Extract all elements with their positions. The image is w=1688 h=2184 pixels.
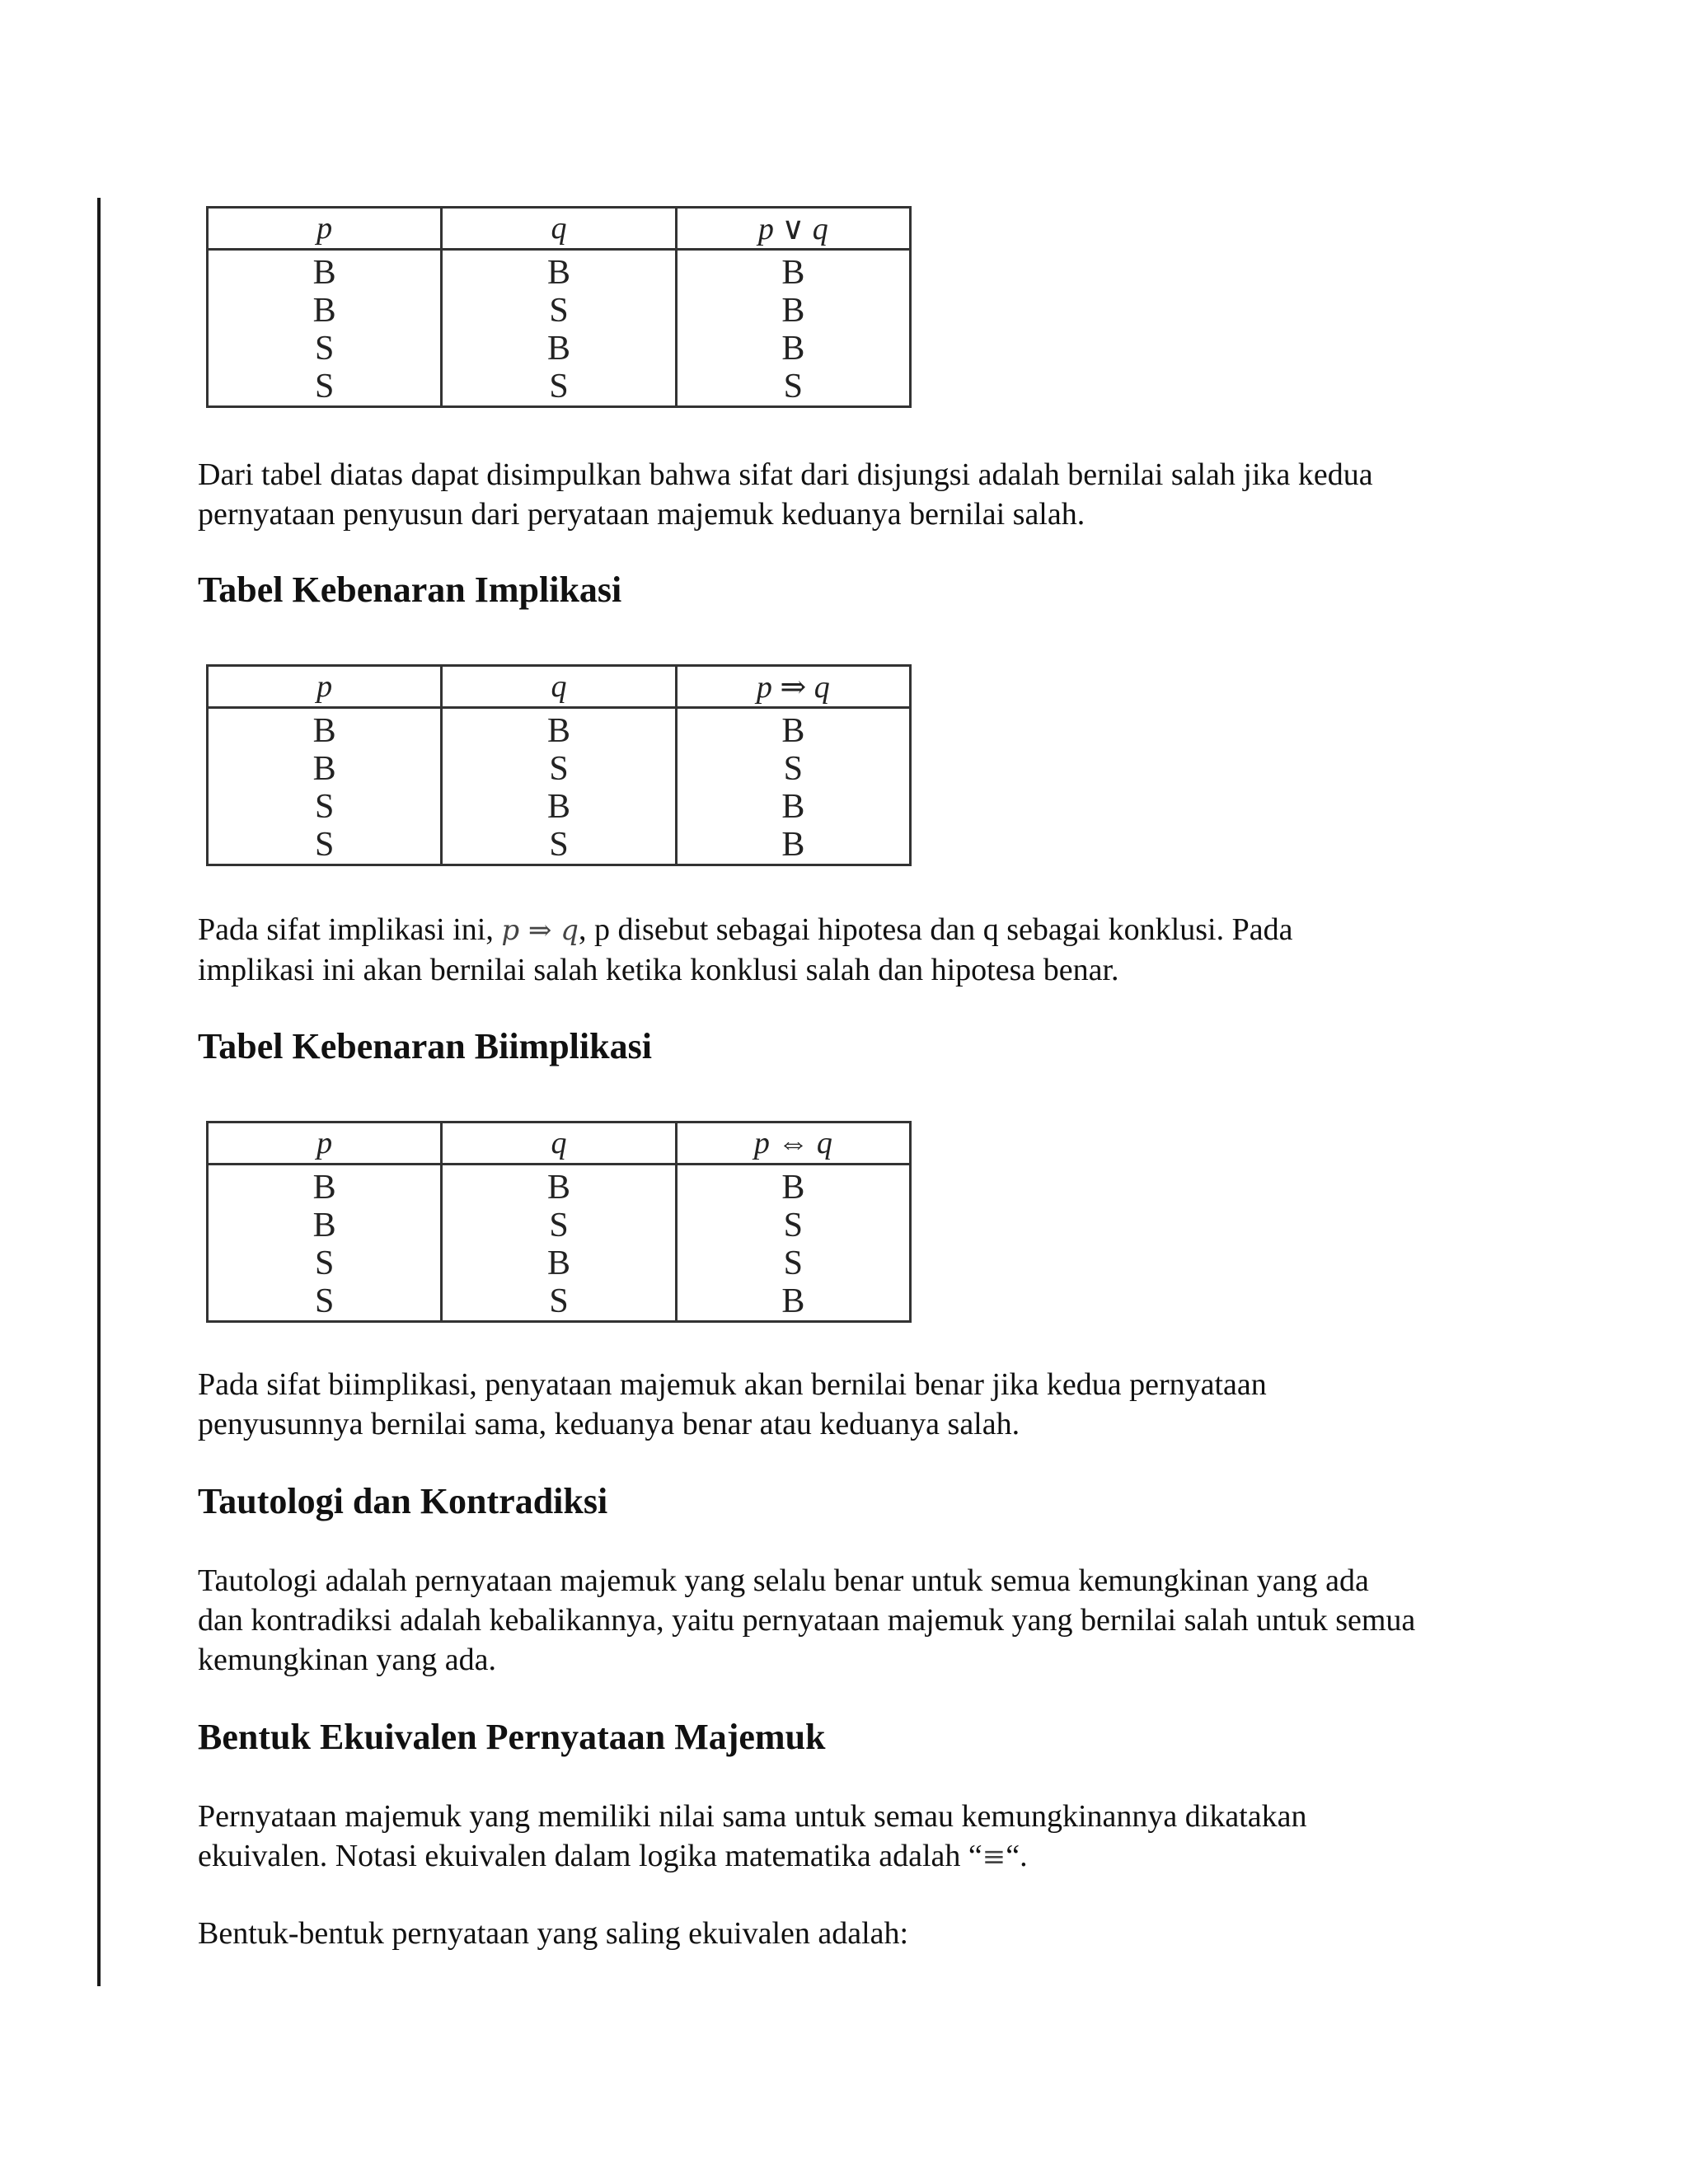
- table-row: [208, 292, 911, 330]
- table-row: [208, 1282, 911, 1322]
- table-row: [208, 826, 911, 865]
- header-q: q: [442, 208, 676, 250]
- cell: S: [208, 368, 442, 407]
- disjunction-paragraph: [198, 455, 1517, 534]
- heading-tautology: Tautologi dan Kontradiksi: [198, 1481, 608, 1521]
- implication-formula: p ⇒ q: [501, 914, 579, 947]
- cell: B: [442, 788, 676, 826]
- cell: S: [442, 1282, 676, 1322]
- cell: B: [676, 1282, 910, 1322]
- cell: B: [442, 1165, 676, 1207]
- forms-paragraph: Bentuk-bentuk pernyataan yang saling ekuivalen adalah:: [198, 1916, 909, 1951]
- cell: S: [442, 826, 676, 865]
- cell: S: [208, 330, 442, 368]
- header-result: p ∨ q: [676, 208, 910, 250]
- disjunction-truth-table: [206, 206, 912, 408]
- cell: S: [676, 368, 910, 407]
- table-row: [208, 708, 911, 751]
- tautology-paragraph: [198, 1561, 1517, 1680]
- paragraph-line: Tautologi adalah pernyataan majemuk yang selalu benar untuk semua kemungkinan yang ada: [198, 1563, 1369, 1598]
- biimplication-paragraph: [198, 1365, 1517, 1444]
- cell: S: [442, 292, 676, 330]
- table-row: [208, 750, 911, 788]
- paragraph-line: Pernyataan majemuk yang memiliki nilai sama untuk semau kemungkinannya dikatakan: [198, 1799, 1307, 1834]
- paragraph-line: kemungkinan yang ada.: [198, 1643, 496, 1677]
- cell: S: [442, 368, 676, 407]
- cell: S: [208, 826, 442, 865]
- implication-paragraph: [198, 910, 1517, 990]
- cell: B: [208, 708, 442, 751]
- header-p: p: [208, 666, 442, 708]
- cell: S: [676, 1244, 910, 1282]
- paragraph-line: penyusunnya bernilai sama, keduanya benar atau keduanya salah.: [198, 1407, 1020, 1441]
- biimplication-truth-table: [206, 1121, 912, 1323]
- table-row: [208, 330, 911, 368]
- cell: B: [208, 292, 442, 330]
- cell: S: [676, 750, 910, 788]
- cell: B: [676, 708, 910, 751]
- header-q: q: [442, 1122, 676, 1165]
- cell: B: [676, 330, 910, 368]
- paragraph-line: dan kontradiksi adalah kebalikannya, yaitu pernyataan majemuk yang bernilai salah untuk semua: [198, 1603, 1416, 1638]
- cell: B: [676, 250, 910, 293]
- paragraph-text: Pada sifat implikasi ini,: [198, 912, 502, 947]
- left-margin-rule: [97, 198, 101, 1986]
- header-p: p: [208, 1122, 442, 1165]
- cell: B: [442, 708, 676, 751]
- header-q: q: [442, 666, 676, 708]
- cell: B: [676, 292, 910, 330]
- implication-truth-table: [206, 664, 912, 866]
- header-result: p ⇒ q: [676, 666, 910, 708]
- table-row: [208, 368, 911, 407]
- table-row: [208, 1244, 911, 1282]
- cell: B: [208, 1207, 442, 1244]
- cell: S: [676, 1207, 910, 1244]
- paragraph-text: ekuivalen. Notasi ekuivalen dalam logika matematika adalah “: [198, 1839, 982, 1873]
- cell: B: [208, 250, 442, 293]
- table-header-row: [208, 1122, 911, 1165]
- paragraph-line: implikasi ini akan bernilai salah ketika konklusi salah dan hipotesa benar.: [198, 953, 1119, 987]
- cell: S: [208, 1282, 442, 1322]
- cell: B: [208, 750, 442, 788]
- cell: B: [442, 1244, 676, 1282]
- table-row: [208, 1165, 911, 1207]
- cell: S: [208, 1244, 442, 1282]
- cell: B: [208, 1165, 442, 1207]
- cell: B: [442, 250, 676, 293]
- table-row: [208, 788, 911, 826]
- equivalent-paragraph: [198, 1797, 1517, 1877]
- table-row: [208, 250, 911, 293]
- cell: B: [442, 330, 676, 368]
- table-header-row: [208, 666, 911, 708]
- cell: B: [676, 788, 910, 826]
- paragraph-text: “.: [1006, 1839, 1028, 1873]
- heading-equivalent: Bentuk Ekuivalen Pernyataan Majemuk: [198, 1717, 826, 1757]
- header-result: p ⇔ q: [676, 1122, 910, 1165]
- heading-implication: Tabel Kebenaran Implikasi: [198, 569, 622, 610]
- paragraph-line: Pada sifat biimplikasi, penyataan majemuk akan bernilai benar jika kedua pernyataan: [198, 1367, 1267, 1402]
- cell: B: [676, 1165, 910, 1207]
- cell: B: [676, 826, 910, 865]
- paragraph-line: Dari tabel diatas dapat disimpulkan bahwa sifat dari disjungsi adalah bernilai salah jika kedua: [198, 457, 1373, 492]
- table-row: [208, 1207, 911, 1244]
- heading-biimplication: Tabel Kebenaran Biimplikasi: [198, 1026, 652, 1066]
- paragraph-text: , p disebut sebagai hipotesa dan q sebagai konklusi. Pada: [579, 912, 1293, 947]
- cell: S: [442, 750, 676, 788]
- cell: S: [208, 788, 442, 826]
- cell: S: [442, 1207, 676, 1244]
- paragraph-line: pernyataan penyusun dari peryataan majemuk keduanya bernilai salah.: [198, 497, 1085, 532]
- table-header-row: [208, 208, 911, 250]
- header-p: p: [208, 208, 442, 250]
- equivalence-symbol: ≡: [982, 1840, 1006, 1873]
